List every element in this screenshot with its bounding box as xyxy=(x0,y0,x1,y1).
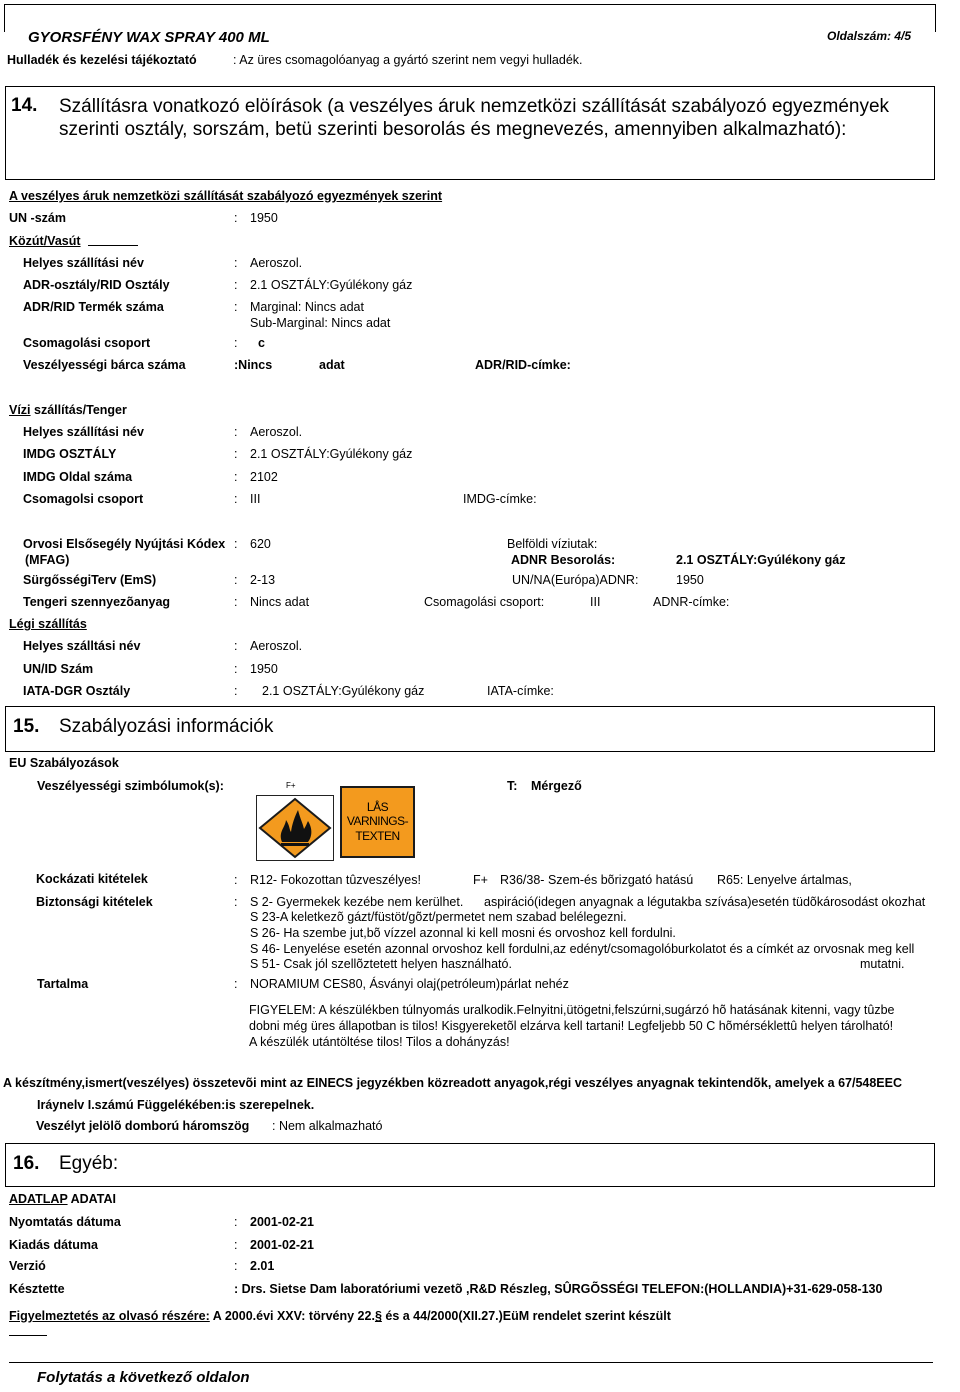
safety-phrase-1a: S 2- Gyermekek kezébe nem kerülhet. xyxy=(250,895,464,909)
risk-phrase-1: R12- Fokozottan tûzveszélyes! xyxy=(250,873,421,887)
waste-label: Hulladék és kezelési tájékoztató xyxy=(7,53,197,67)
header-box xyxy=(4,4,936,32)
symbols-label: Veszélyességi szimbólumok(s): xyxy=(37,779,224,793)
ems-value: 2-13 xyxy=(250,573,276,587)
road-pack-value: c xyxy=(258,336,265,350)
adnr-class-value: 2.1 OSZTÁLY:Gyúlékony gáz xyxy=(676,553,846,567)
footer-rule xyxy=(9,1362,933,1363)
einecs-line-2: Iráynelv I.számú Függelékében:is szerepelnek. xyxy=(37,1098,315,1112)
road-hazard-value-1: :Nincs xyxy=(234,358,273,372)
road-hazard-value-2: adat xyxy=(319,358,345,372)
air-name-value: Aeroszol. xyxy=(250,639,303,653)
iata-class-value: 2.1 OSZTÁLY:Gyúlékony gáz xyxy=(262,684,425,698)
adnr-pack-label: Csomagolási csoport: xyxy=(424,595,545,609)
symbol-code: F+ xyxy=(286,781,296,790)
version-label: Verzió xyxy=(9,1259,46,1273)
road-class-value: 2.1 OSZTÁLY:Gyúlékony gáz xyxy=(250,278,413,292)
safety-phrase-5: S 51- Csak jól szellõztetett helyen használható. xyxy=(250,957,512,971)
section-16-title: Egyéb: xyxy=(59,1153,119,1174)
imdg-page-value: 2102 xyxy=(250,470,278,484)
mfag-label-2: (MFAG) xyxy=(25,553,70,567)
page-number: Oldalszám: 4/5 xyxy=(827,29,912,43)
un-number-value: 1950 xyxy=(250,211,278,225)
sea-heading: Vízi szállítás/Tenger xyxy=(9,403,127,417)
iata-label-label: IATA-címke: xyxy=(487,684,554,698)
road-product-label: ADR/RID Termék száma xyxy=(23,300,164,314)
flame-icon xyxy=(257,796,333,860)
road-class-label: ADR-osztály/RID Osztály xyxy=(23,278,170,292)
air-name-label: Helyes szálltási név xyxy=(23,639,141,653)
marine-label: Tengeri szennyezõanyag xyxy=(23,595,171,609)
product-title: GYORSFÉNY WAX SPRAY 400 ML xyxy=(28,29,270,46)
warning-line-3: A készülék utántöltése tilos! Tilos a dohányzás! xyxy=(249,1035,510,1049)
toxic-text: Mérgező xyxy=(531,779,582,793)
section-15-number: 15. xyxy=(13,716,40,737)
safety-phrase-1b: aspiráció(idegen anyagnak a légutakba szívása)esetén tüdõkárosodást okozhat xyxy=(484,895,926,909)
air-heading: Légi szállítás xyxy=(9,617,87,631)
mfag-label-1: Orvosi Elsősegély Nyújtási Kódex xyxy=(23,537,226,551)
issue-date-value: 2001-02-21 xyxy=(250,1238,314,1252)
section-16-number: 16. xyxy=(13,1153,40,1174)
contents-value: NORAMIUM CES80, Ásványi olaj(petróleum)párlat nehéz xyxy=(250,977,569,991)
iata-class-label: IATA-DGR Osztály xyxy=(23,684,131,698)
un-number-label: UN -szám xyxy=(9,211,66,225)
issue-date-label: Kiadás dátuma xyxy=(9,1238,98,1252)
adatlap-heading: ADATLAP ADATAI xyxy=(9,1192,116,1206)
notice-rule xyxy=(9,1335,47,1336)
air-un-value: 1950 xyxy=(250,662,278,676)
safety-phrase-4: S 46- Lenyelése esetén azonnal orvoshoz kell fordulni,az edényt/csomagolóburkolatot és a címkét az orvosnak meg kell xyxy=(250,942,915,956)
sea-pack-value: III xyxy=(250,492,261,506)
risk-phrase-3: R36/38- Szem-és bõrizgató hatású xyxy=(500,873,694,887)
warning-line-1: FIGYELEM: A készülékben túlnyomás uralkodik.Felnyitni,ütögetni,felszúrni,sugárzó hõ hatásának kitenni, vagy tûzbe xyxy=(249,1003,895,1017)
road-heading: Közút/Vasút xyxy=(9,234,81,248)
road-product-value-2: Sub-Marginal: Nincs adat xyxy=(250,316,391,330)
waste-value: : Az üres csomagolóanyag a gyártó szerint nem vegyi hulladék. xyxy=(233,53,583,67)
transport-subtitle: A veszélyes áruk nemzetközi szállítását szabályozó egyezmények szerint xyxy=(9,189,443,203)
safety-label: Biztonsági kitételek xyxy=(36,895,153,909)
toxic-code: T: xyxy=(507,779,518,793)
sea-name-value: Aeroszol. xyxy=(250,425,303,439)
flame-pictogram xyxy=(256,795,334,861)
sea-pack-label: Csomagolsi csoport xyxy=(23,492,144,506)
section-14-number: 14. xyxy=(11,95,38,116)
air-un-label: UN/ID Szám xyxy=(23,662,94,676)
risk-phrase-2: F+ xyxy=(473,873,488,887)
ems-label: SürgősségiTerv (EmS) xyxy=(23,573,157,587)
risk-phrase-4: R65: Lenyelve ártalmas, xyxy=(717,873,852,887)
version-value: 2.01 xyxy=(250,1259,275,1273)
tactile-value: : Nem alkalmazható xyxy=(272,1119,383,1133)
road-label-label: ADR/RID-címke: xyxy=(475,358,571,372)
author-value: : Drs. Sietse Dam laboratóriumi vezetõ ,R&D Részleg, SÛRGÕSSÉGI TELEFON:(HOLLANDIA)+31-629-058-130 xyxy=(234,1282,883,1296)
mfag-value: 620 xyxy=(250,537,271,551)
section-16-box xyxy=(5,1143,935,1187)
varningstexten-sign: LÅS VARNINGS- TEXTEN xyxy=(340,786,415,858)
warning-line-2: dobni még üres állapotban is tilos! Kisgyereketõl elzárva kell tartani! Legfeljebb 50 C hõmérséklettû helyen tárolható! xyxy=(249,1019,894,1033)
imdg-class-label: IMDG OSZTÁLY xyxy=(23,447,117,461)
road-hazard-label: Veszélyességi bárca száma xyxy=(23,358,186,372)
print-date-label: Nyomtatás dátuma xyxy=(9,1215,121,1229)
eu-heading: EU Szabályozások xyxy=(9,756,119,770)
inland-heading: Belföldi víziutak: xyxy=(507,537,598,551)
risk-label: Kockázati kitételek xyxy=(36,872,148,886)
adnr-pack-value: III xyxy=(590,595,601,609)
adnr-label-label: ADNR-címke: xyxy=(653,595,730,609)
safety-phrase-5b: mutatni. xyxy=(860,957,905,971)
author-label: Késztette xyxy=(9,1282,65,1296)
marine-value: Nincs adat xyxy=(250,595,310,609)
road-name-label: Helyes szállítási név xyxy=(23,256,144,270)
road-pack-label: Csomagolási csoport xyxy=(23,336,151,350)
road-product-value-1: Marginal: Nincs adat xyxy=(250,300,364,314)
un-na-value: 1950 xyxy=(676,573,704,587)
print-date-value: 2001-02-21 xyxy=(250,1215,314,1229)
imdg-page-label: IMDG Oldal száma xyxy=(23,470,133,484)
imdg-class-value: 2.1 OSZTÁLY:Gyúlékony gáz xyxy=(250,447,413,461)
road-heading-underline xyxy=(88,245,138,246)
sea-name-label: Helyes szállítási név xyxy=(23,425,144,439)
safety-phrase-2: S 23-A keletkezõ gázt/füstöt/gõzt/permetet nem szabad belélegezni. xyxy=(250,910,627,924)
contents-label: Tartalma xyxy=(37,977,89,991)
imdg-label-label: IMDG-címke: xyxy=(463,492,537,506)
adnr-class-label: ADNR Besorolás: xyxy=(511,553,616,567)
section-15-title: Szabályozási információk xyxy=(59,716,274,737)
section-14-title: Szállításra vonatkozó elöírások (a veszélyes áruk nemzetközi szállítását szabályozó egyezmények szerinti osztály, sorszám, betü szerinti besorolás és megnevezés, amennyiben alkalmazható): xyxy=(59,96,890,141)
safety-phrase-3: S 26- Ha szembe jut,bõ vízzel azonnal ki kell mosni és orvoshoz kell fordulni. xyxy=(250,926,676,940)
legal-notice: Figyelmeztetés az olvasó részére: A 2000.évi XXV: törvény 22.§ és a 44/2000(XII.27.)EüM rendelet szerint készült xyxy=(9,1309,671,1323)
tactile-label: Veszélyt jelölõ domború háromszög xyxy=(36,1119,250,1133)
road-name-value: Aeroszol. xyxy=(250,256,303,270)
un-na-label: UN/NA(Európa)ADNR: xyxy=(512,573,639,587)
einecs-line-1: A készítmény,ismert(veszélyes) összetevõi mint az EINECS jegyzékben közreadott anyagok,régi veszélyes anyagnak tekintendõk, amelyek a 67/548EEC xyxy=(3,1076,903,1090)
footer-continue: Folytatás a következő oldalon xyxy=(37,1369,250,1386)
